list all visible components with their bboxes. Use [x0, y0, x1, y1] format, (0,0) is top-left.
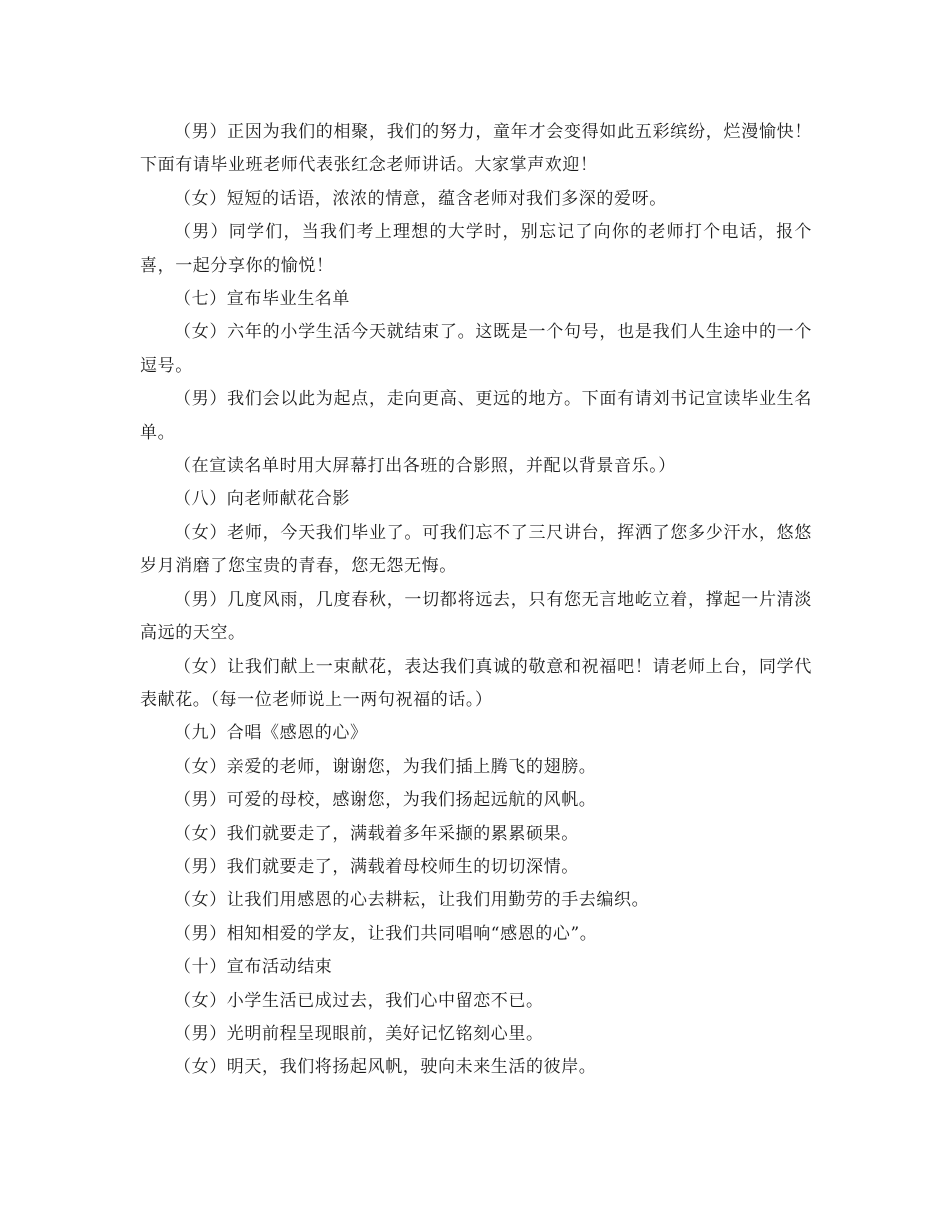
paragraph: （男）我们会以此为起点，走向更高、更远的地方。下面有请刘书记宣读毕业生名单。 — [140, 389, 812, 443]
paragraph: （女）小学生活已成过去，我们心中留恋不已。 — [174, 990, 544, 1011]
paragraph: （女）六年的小学生活今天就结束了。这既是一个句号，也是我们人生途中的一个逗号。 — [140, 322, 812, 376]
section-heading: （八）向老师献花合影 — [174, 489, 350, 510]
paragraph: （女）我们就要走了，满载着多年采撷的累累硕果。 — [174, 823, 579, 844]
paragraph: （男）可爱的母校，感谢您，为我们扬起远航的风帆。 — [174, 790, 597, 811]
paragraph: （男）相知相爱的学友，让我们共同唱响“感恩的心”。 — [174, 923, 598, 944]
paragraph: （女）亲爱的老师，谢谢您，为我们插上腾飞的翅膀。 — [174, 756, 597, 777]
paragraph: （男）我们就要走了，满载着母校师生的切切深情。 — [174, 856, 579, 877]
paragraph: （女）明天，我们将扬起风帆，驶向未来生活的彼岸。 — [174, 1057, 597, 1078]
section-heading: （十）宣布活动结束 — [174, 957, 333, 978]
paragraph: （男）正因为我们的相聚，我们的努力，童年才会变得如此五彩缤纷，烂漫愉快！下面有请毕业班老师代表张红念老师讲话。大家掌声欢迎！ — [140, 122, 812, 176]
paragraph: （男）同学们，当我们考上理想的大学时，别忘记了向你的老师打个电话，报个喜，一起分享你的愉悦！ — [140, 222, 812, 276]
section-heading: （七）宣布毕业生名单 — [174, 289, 350, 310]
paragraph: （男）光明前程呈现眼前，美好记忆铭刻心里。 — [174, 1023, 544, 1044]
paragraph: （女）短短的话语，浓浓的情意，蕴含老师对我们多深的爱呀。 — [174, 188, 667, 209]
section-heading: （九）合唱《感恩的心》 — [174, 723, 368, 744]
paragraph: （女）让我们用感恩的心去耕耘，让我们用勤劳的手去编织。 — [174, 890, 650, 911]
document-body — [140, 116, 812, 1085]
paragraph: （女）让我们献上一束献花，表达我们真诚的敬意和祝福吧！请老师上台，同学代表献花。（每一位老师说上一两句祝福的话。） — [140, 656, 812, 710]
paragraph: （女）老师，今天我们毕业了。可我们忘不了三尺讲台，挥洒了您多少汗水，悠悠岁月消磨了您宝贵的青春，您无怨无悔。 — [140, 522, 812, 577]
stage-direction: （在宣读名单时用大屏幕打出各班的合影照，并配以背景音乐。） — [174, 456, 676, 477]
paragraph: （男）几度风雨，几度春秋，一切都将远去，只有您无言地屹立着，撑起一片清淡高远的天空。 — [140, 589, 812, 644]
